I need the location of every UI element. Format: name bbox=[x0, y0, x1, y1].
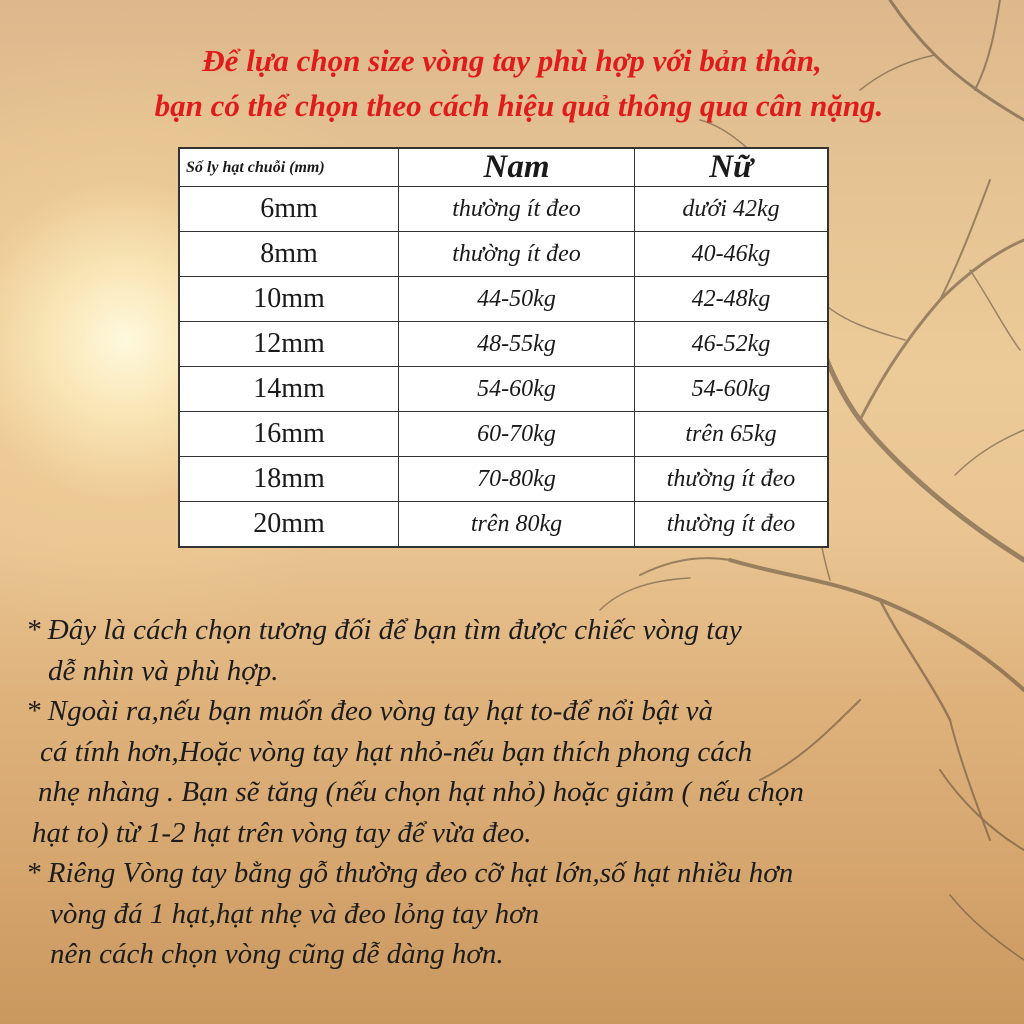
cell-male: 48-55kg bbox=[399, 322, 635, 367]
note-2-line-4: hạt to) từ 1-2 hạt trên vòng tay để vừa đeo. bbox=[32, 816, 532, 849]
header-female: Nữ bbox=[635, 148, 829, 187]
cell-size: 14mm bbox=[179, 367, 399, 412]
note-1-line-1: * Đây là cách chọn tương đối để bạn tìm được chiếc vòng tay bbox=[26, 614, 742, 646]
note-3-line-3: nên cách chọn vòng cũng dễ dàng hơn. bbox=[50, 938, 504, 970]
title-line-1: Để lựa chọn size vòng tay phù hợp với bản thân, bbox=[202, 43, 822, 78]
cell-female: 40-46kg bbox=[635, 232, 829, 277]
cell-size: 20mm bbox=[179, 502, 399, 548]
cell-male: 60-70kg bbox=[399, 412, 635, 457]
note-2-line-1: * Ngoài ra,nếu bạn muốn đeo vòng tay hạt to-để nổi bật và bbox=[26, 695, 714, 727]
cell-male: thường ít đeo bbox=[399, 232, 635, 277]
table-header-row bbox=[179, 148, 828, 187]
table-row bbox=[179, 187, 828, 232]
table-row bbox=[179, 457, 828, 502]
cell-female: 42-48kg bbox=[635, 277, 829, 322]
note-2-line-2: cá tính hơn,Hoặc vòng tay hạt nhỏ-nếu bạn thích phong cách bbox=[40, 735, 753, 768]
notes-section bbox=[26, 610, 1016, 975]
cell-male: trên 80kg bbox=[399, 502, 635, 548]
cell-female: 54-60kg bbox=[635, 367, 829, 412]
cell-size: 16mm bbox=[179, 412, 399, 457]
cell-size: 12mm bbox=[179, 322, 399, 367]
cell-female: thường ít đeo bbox=[635, 457, 829, 502]
note-1-line-2: dễ nhìn và phù hợp. bbox=[48, 654, 279, 687]
header-male: Nam bbox=[399, 148, 635, 187]
title-line-2: bạn có thể chọn theo cách hiệu quả thông qua cân nặng. bbox=[154, 88, 884, 123]
cell-size: 18mm bbox=[179, 457, 399, 502]
note-3-line-2: vòng đá 1 hạt,hạt nhẹ và đeo lỏng tay hơn bbox=[50, 897, 540, 930]
cell-male: 70-80kg bbox=[399, 457, 635, 502]
cell-size: 6mm bbox=[179, 187, 399, 232]
cell-female: thường ít đeo bbox=[635, 502, 829, 548]
header-bead-size: Số ly hạt chuỗi (mm) bbox=[179, 148, 399, 187]
cell-male: 44-50kg bbox=[399, 277, 635, 322]
note-3-line-1: * Riêng Vòng tay bằng gỗ thường đeo cỡ hạt lớn,số hạt nhiều hơn bbox=[26, 857, 794, 889]
cell-female: trên 65kg bbox=[635, 412, 829, 457]
table-row bbox=[179, 412, 828, 457]
table-row bbox=[179, 322, 828, 367]
cell-size: 8mm bbox=[179, 232, 399, 277]
page-title bbox=[0, 38, 1024, 128]
cell-male: 54-60kg bbox=[399, 367, 635, 412]
cell-size: 10mm bbox=[179, 277, 399, 322]
table-row bbox=[179, 367, 828, 412]
note-2-line-3: nhẹ nhàng . Bạn sẽ tăng (nếu chọn hạt nhỏ) hoặc giảm ( nếu chọn bbox=[38, 776, 804, 808]
table-row bbox=[179, 277, 828, 322]
table-row bbox=[179, 232, 828, 277]
size-weight-table bbox=[178, 147, 829, 548]
cell-female: dưới 42kg bbox=[635, 187, 829, 232]
table-row bbox=[179, 502, 828, 548]
cell-female: 46-52kg bbox=[635, 322, 829, 367]
cell-male: thường ít đeo bbox=[399, 187, 635, 232]
